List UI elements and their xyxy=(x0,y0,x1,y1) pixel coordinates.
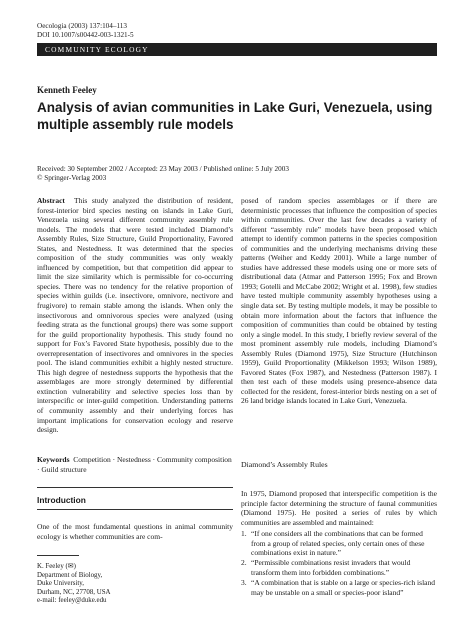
journal-header xyxy=(37,22,134,40)
list-item xyxy=(241,578,437,597)
article-title: Analysis of avian communities in Lake Guri, Venezuela, using multiple assembly rule models xyxy=(37,100,433,132)
assembly-rules-list xyxy=(241,529,437,598)
rule-text: “Permissible combinations resist invaders that would transform them into forbidden combinations.” xyxy=(251,558,411,577)
section-banner: COMMUNITY ECOLOGY xyxy=(37,43,437,56)
date-history: Received: 30 September 2002 / Accepted: 23 May 2003 / Published online: 5 July 2003 xyxy=(37,165,289,173)
intro-rule-bottom xyxy=(37,509,233,510)
corresponding-author xyxy=(37,563,111,606)
right-column xyxy=(241,196,437,406)
abstract-paragraph xyxy=(37,196,233,435)
diamond-paragraph: In 1975, Diamond proposed that interspecific competition is the principle factor determining the structure of faunal communities (Diamond 1975). He posited a series of rules by which communities are assembled and maintained: xyxy=(241,489,437,527)
introduction-heading: Introduction xyxy=(37,495,86,505)
keywords-text: Competition · Nestedness · Community composition · Guild structure xyxy=(37,455,232,474)
rule-number: 2. xyxy=(241,558,247,568)
footnote-rule xyxy=(37,555,79,556)
contact-university: Duke University, xyxy=(37,580,85,588)
abstract-text: This study analyzed the distribution of resident, forest-interior bird species nesting on islands in Lake Guri, Venezuela using several different community assembly rule models. The models that were tested included Diamond’s Assembly Rules, Size Structure, Guild Proportionality, Favored States, and Nestedness. It was determined that the species composition of the study communities was only weakly influenced by competition, but that competition did appear to limit the size similarity which is permissible for co-occurring species. There was no tendency for the relative proportion of species within guilds (i.e. insectivore, omnivore, nectivore and frugivore) to remain stable among the islands. When only the insectivorous and omnivorous species were analyzed (using feeding strata as the functional groups) there was some support for the guild proportionality hypothesis. This study found no support for Fox’s Favored State hypothesis, possibly due to the overrepresentation of insectivores and omnivores in the species pool. The island communities exhibit a highly nested structure. This high degree of nestedness supports the hypothesis that the assemblages are more strongly determined by differential extinction vulnerability and selective species loss than by interspecific or inter-guild competition. Understanding patterns of community assembly and their underlying forces has important implications for conservation ecology and reserve design. xyxy=(37,196,233,435)
author-name: Kenneth Feeley xyxy=(37,85,97,95)
doi: DOI 10.1007/s00442-003-1321-5 xyxy=(37,31,134,39)
rule-text: “If one considers all the combinations that can be formed from a group of related species, only certain ones of these combinations exist in nature.” xyxy=(251,529,425,558)
keywords-label: Keywords xyxy=(37,455,70,464)
copyright: © Springer-Verlag 2003 xyxy=(37,174,107,182)
subsection-heading: Diamond’s Assembly Rules xyxy=(241,460,328,469)
contact-email[interactable]: e-mail: feeley@duke.edu xyxy=(37,597,107,605)
contact-name: K. Feeley (✉) xyxy=(37,563,76,570)
list-item xyxy=(241,558,437,577)
contact-city: Durham, NC, 27708, USA xyxy=(37,588,111,596)
contact-department: Department of Biology, xyxy=(37,571,103,579)
list-item xyxy=(241,529,437,558)
rule-number: 3. xyxy=(241,577,247,587)
keywords-block xyxy=(37,455,233,474)
intro-rule-top xyxy=(37,487,233,488)
abstract-label: Abstract xyxy=(37,196,65,205)
intro-continuation: posed of random species assemblages or if there are deterministic processes that influence the composition of species within communities. Over the last few decades a variety of different “assembly rule” models have been proposed which attempt to identify common patterns in the species composition of communities and the underlying mechanisms driving these patterns (Weiher and Keddy 2001). While a large number of studies have addressed these models using one or more sets of distributional data (Atmar and Patterson 1995; Fox and Brown 1993; Gotelli and McCabe 2002; Wright et al. 1998), few studies have tested multiple community assembly hypotheses using a single data set. By testing multiple models, it may be possible to obtain more information about the factors that influence the composition of communities than could be obtained by testing only a single model. In this study, I briefly review several of the most prominent assembly rule models, including Diamond’s Assembly Rules (Diamond 1975), Size Structure (Hutchinson 1959), Guild Proportionality (Mikkelson 1993; Wilson 1989), Favored States (Fox 1987), and Nestedness (Patterson 1987). I then test each of these models using presence-absence data collected for the resident, forest-interior birds nesting on a set of 26 land bridge islands located in Lake Guri, Venezuela. xyxy=(241,196,437,406)
journal-citation: Oecologia (2003) 137:104–113 xyxy=(37,22,127,30)
rule-text: “A combination that is stable on a large or species-rich island may be unstable on a small or species-poor island” xyxy=(251,577,435,597)
introduction-text: One of the most fundamental questions in animal community ecology is whether communities are com- xyxy=(37,522,233,541)
publication-dates xyxy=(37,165,289,183)
rule-number: 1. xyxy=(241,529,247,538)
abstract-block xyxy=(37,196,233,435)
